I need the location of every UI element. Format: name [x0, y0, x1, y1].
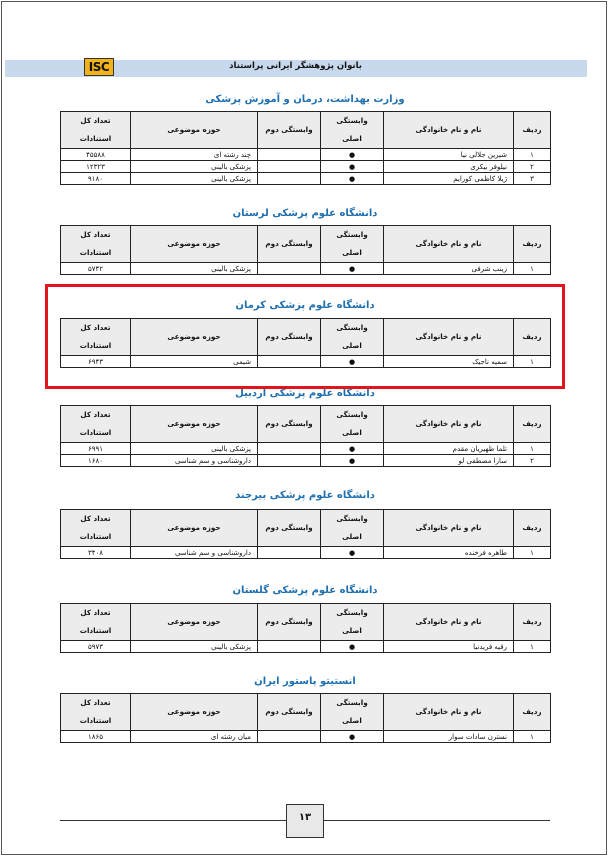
table-row [61, 161, 551, 173]
citation-count: ۳۴۰۸ [61, 547, 131, 559]
header-name-label: نام و نام خانوادگی [415, 125, 482, 134]
header-citations-label: استنادات [79, 716, 112, 725]
header-field [131, 510, 258, 547]
section-title: دانشگاه علوم پزشکی لرستان [232, 208, 378, 219]
researcher-name: سارا مصطفی لو [384, 455, 514, 467]
row-number: ۱ [514, 263, 551, 275]
header-primary-label: اصلی [342, 626, 362, 635]
header-row [514, 510, 551, 547]
header-secondary-label: وابستگی دوم [265, 617, 313, 626]
section-title: دانشگاه علوم پزشکی بیرجند [235, 490, 375, 501]
header-citations-label: تعداد کل [80, 514, 111, 523]
citation-count: ۶۹۴۳ [61, 356, 131, 368]
primary-affiliation: ● [321, 149, 384, 161]
header-primary [321, 406, 384, 443]
subject-field: پزشکی بالینی [131, 641, 258, 653]
researcher-name: رقیه فریدنیا [384, 641, 514, 653]
header-field [131, 406, 258, 443]
header-name-label: نام و نام خانوادگی [415, 239, 482, 248]
researcher-name: شیرین جلالی نیا [384, 149, 514, 161]
header-row-label: ردیف [522, 617, 542, 626]
subject-field: شیمی [131, 356, 258, 368]
secondary-affiliation [258, 263, 321, 275]
header-citations [61, 604, 131, 641]
row-number: ۳ [514, 173, 551, 185]
header-citations-label: استنادات [79, 428, 112, 437]
header-secondary [258, 226, 321, 263]
header-primary-label: وابستگی [336, 323, 368, 332]
subject-field: پزشکی بالینی [131, 161, 258, 173]
citation-count: ۱۶۸۰ [61, 455, 131, 467]
institution-table [60, 225, 551, 275]
table-row [61, 455, 551, 467]
header-citations-label: تعداد کل [80, 698, 111, 707]
subject-field: میان رشته ای [131, 731, 258, 743]
header-secondary [258, 112, 321, 149]
institution-table [60, 603, 551, 653]
header-citations-label: تعداد کل [80, 323, 111, 332]
header-row-label: ردیف [522, 707, 542, 716]
table-row [61, 149, 551, 161]
table-row [61, 443, 551, 455]
header-field-label: حوزه موضوعی [167, 419, 221, 428]
header-secondary-label: وابستگی دوم [265, 707, 313, 716]
header-field-label: حوزه موضوعی [167, 332, 221, 341]
header-field-label: حوزه موضوعی [167, 617, 221, 626]
researcher-name: نسترن سادات سوار [384, 731, 514, 743]
header-row [514, 604, 551, 641]
table-header-row [61, 510, 551, 547]
primary-affiliation: ● [321, 731, 384, 743]
institution-table [60, 693, 551, 743]
institution-table [60, 509, 551, 559]
section-title: دانشگاه علوم پزشکی گلستان [232, 585, 378, 596]
table-header-row [61, 406, 551, 443]
row-number: ۱ [514, 731, 551, 743]
header-primary-label: وابستگی [336, 116, 368, 125]
isc-logo: ISC [84, 58, 114, 76]
header-name [384, 406, 514, 443]
header-primary [321, 510, 384, 547]
table-row [61, 731, 551, 743]
header-row [514, 694, 551, 731]
header-row-label: ردیف [522, 419, 542, 428]
footer-line-left [60, 820, 286, 821]
header-field-label: حوزه موضوعی [167, 523, 221, 532]
subject-field: پزشکی بالینی [131, 263, 258, 275]
header-primary-label: اصلی [342, 428, 362, 437]
row-number: ۱ [514, 547, 551, 559]
primary-affiliation: ● [321, 161, 384, 173]
header-row-label: ردیف [522, 125, 542, 134]
header-secondary-label: وابستگی دوم [265, 125, 313, 134]
primary-affiliation: ● [321, 173, 384, 185]
citation-count: ۶۹۹۱ [61, 443, 131, 455]
header-citations-label: استنادات [79, 248, 112, 257]
header-name-label: نام و نام خانوادگی [415, 523, 482, 532]
secondary-affiliation [258, 731, 321, 743]
header-row-label: ردیف [522, 332, 542, 341]
header-primary [321, 604, 384, 641]
row-number: ۱ [514, 149, 551, 161]
citation-count: ۵۷۴۲ [61, 263, 131, 275]
row-number: ۲ [514, 455, 551, 467]
table-row [61, 547, 551, 559]
researcher-name: ژیلا کاظمی کورایم [384, 173, 514, 185]
row-number: ۱ [514, 641, 551, 653]
header-secondary-label: وابستگی دوم [265, 523, 313, 532]
header-secondary [258, 510, 321, 547]
section-title: وزارت بهداشت، درمان و آموزش پزشکی [205, 94, 405, 105]
header-citations [61, 226, 131, 263]
subject-field: داروشناسی و سم شناسی [131, 547, 258, 559]
subject-field: چند رشته ای [131, 149, 258, 161]
footer-line-right [324, 820, 550, 821]
header-field [131, 694, 258, 731]
header-citations-label: استنادات [79, 626, 112, 635]
header-primary [321, 226, 384, 263]
row-number: ۱ [514, 443, 551, 455]
header-secondary [258, 694, 321, 731]
primary-affiliation: ● [321, 356, 384, 368]
header-citations [61, 112, 131, 149]
table-row [61, 641, 551, 653]
researcher-name: طاهره فرخنده [384, 547, 514, 559]
primary-affiliation: ● [321, 263, 384, 275]
researcher-name: نیلوفر بیکری [384, 161, 514, 173]
citation-count: ۱۸۶۵ [61, 731, 131, 743]
header-primary [321, 112, 384, 149]
primary-affiliation: ● [321, 641, 384, 653]
header-citations-label: تعداد کل [80, 410, 111, 419]
table-row [61, 263, 551, 275]
header-citations-label: استنادات [79, 532, 112, 541]
header-primary-label: وابستگی [336, 698, 368, 707]
header-secondary-label: وابستگی دوم [265, 332, 313, 341]
header-row [514, 406, 551, 443]
header-name-label: نام و نام خانوادگی [415, 419, 482, 428]
header-primary-label: وابستگی [336, 514, 368, 523]
secondary-affiliation [258, 547, 321, 559]
secondary-affiliation [258, 455, 321, 467]
header-name [384, 510, 514, 547]
researcher-name: سمیه ناجیک [384, 356, 514, 368]
secondary-affiliation [258, 641, 321, 653]
highlight-box [45, 284, 565, 389]
header-primary-label: اصلی [342, 248, 362, 257]
header-primary-label: وابستگی [336, 230, 368, 239]
table-header-row [61, 226, 551, 263]
header-row [514, 112, 551, 149]
header-citations [61, 406, 131, 443]
header-primary-label: وابستگی [336, 608, 368, 617]
secondary-affiliation [258, 443, 321, 455]
header-field [131, 604, 258, 641]
header-row-label: ردیف [522, 523, 542, 532]
header-citations-label: استنادات [79, 341, 112, 350]
researcher-name: تلما ظهیریان مقدم [384, 443, 514, 455]
header-citations [61, 510, 131, 547]
header-field-label: حوزه موضوعی [167, 125, 221, 134]
header-name [384, 112, 514, 149]
citation-count: ۵۹۷۳ [61, 641, 131, 653]
header-row [514, 226, 551, 263]
header-citations-label: استنادات [79, 134, 112, 143]
header-name [384, 226, 514, 263]
section-title: انستیتو پاستور ایران [254, 676, 356, 687]
header-secondary [258, 604, 321, 641]
header-title: بانوان پژوهشگر ایرانی پراستناد [229, 61, 362, 71]
citation-count: ۹۱۸۰ [61, 173, 131, 185]
header-field [131, 226, 258, 263]
page-number: ۱۳ [298, 812, 312, 823]
table-row [61, 173, 551, 185]
row-number: ۱ [514, 356, 551, 368]
secondary-affiliation [258, 161, 321, 173]
header-name [384, 604, 514, 641]
subject-field: داروشناسی و سم شناسی [131, 455, 258, 467]
header-primary-label: اصلی [342, 134, 362, 143]
header-field [131, 112, 258, 149]
header-secondary-label: وابستگی دوم [265, 419, 313, 428]
row-number: ۲ [514, 161, 551, 173]
header-name-label: نام و نام خانوادگی [415, 332, 482, 341]
subject-field: پزشکی بالینی [131, 173, 258, 185]
institution-table [60, 405, 551, 467]
header-name-label: نام و نام خانوادگی [415, 617, 482, 626]
header-row-label: ردیف [522, 239, 542, 248]
header-primary-label: وابستگی [336, 410, 368, 419]
secondary-affiliation [258, 173, 321, 185]
header-name-label: نام و نام خانوادگی [415, 707, 482, 716]
table-header-row [61, 604, 551, 641]
header-name [384, 694, 514, 731]
header-primary [321, 694, 384, 731]
header-citations-label: تعداد کل [80, 116, 111, 125]
citation-count: ۴۵۵۸۸ [61, 149, 131, 161]
citation-count: ۱۲۳۲۳ [61, 161, 131, 173]
section-title: دانشگاه علوم پزشکی اردبیل [235, 388, 375, 399]
header-field-label: حوزه موضوعی [167, 707, 221, 716]
header-primary-label: اصلی [342, 532, 362, 541]
institution-table [60, 111, 551, 185]
subject-field: پزشکی بالینی [131, 443, 258, 455]
header-citations-label: تعداد کل [80, 230, 111, 239]
researcher-name: زینب شرفی [384, 263, 514, 275]
header-secondary-label: وابستگی دوم [265, 239, 313, 248]
header-secondary [258, 406, 321, 443]
header-citations [61, 694, 131, 731]
header-citations-label: تعداد کل [80, 608, 111, 617]
table-header-row [61, 694, 551, 731]
header-field-label: حوزه موضوعی [167, 239, 221, 248]
primary-affiliation: ● [321, 547, 384, 559]
section-title: دانشگاه علوم پزشکی کرمان [235, 300, 375, 311]
primary-affiliation: ● [321, 455, 384, 467]
table-header-row [61, 112, 551, 149]
header-primary-label: اصلی [342, 716, 362, 725]
secondary-affiliation [258, 149, 321, 161]
primary-affiliation: ● [321, 443, 384, 455]
header-primary-label: اصلی [342, 341, 362, 350]
